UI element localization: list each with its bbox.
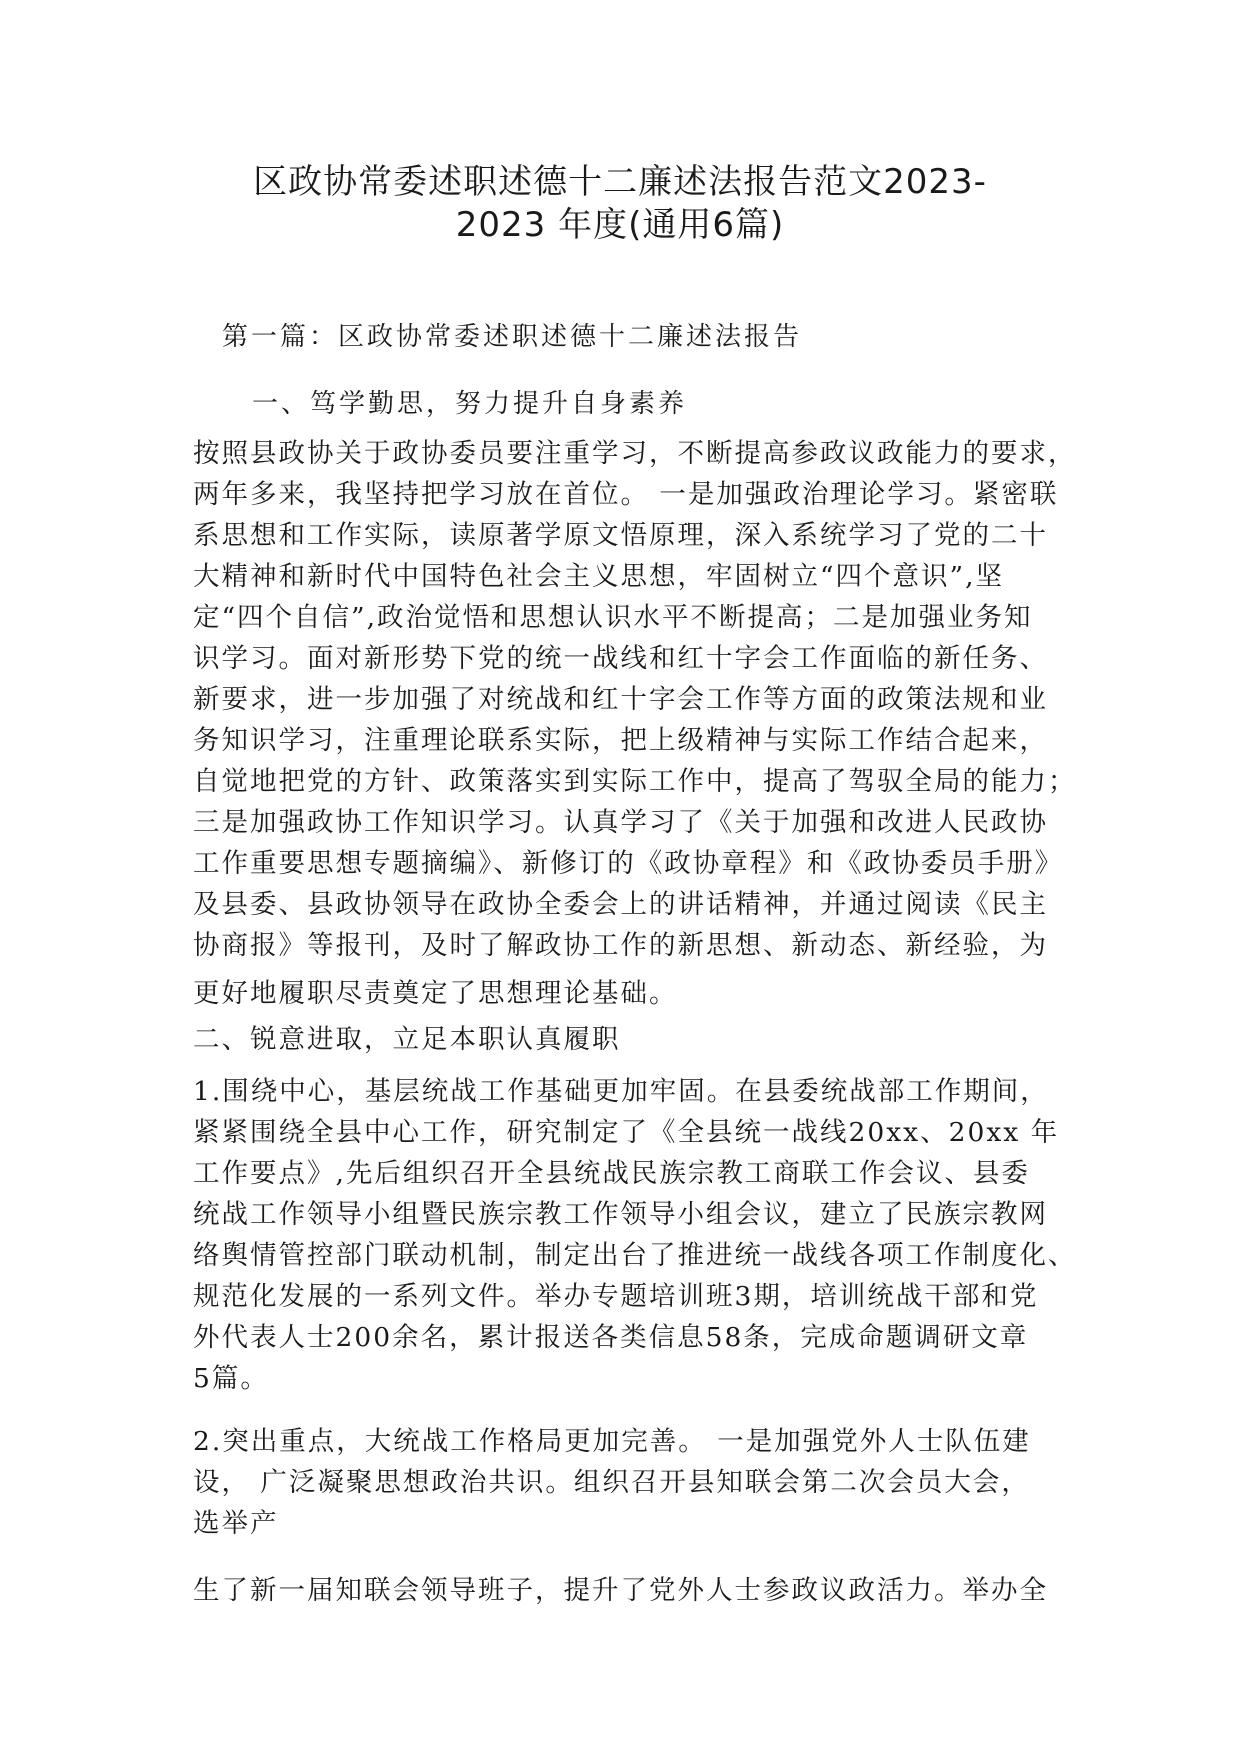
- paragraph-line: 定“四个自信”,政治觉悟和思想认识水平不断提高；二是加强业务知: [193, 602, 1033, 633]
- section-heading-2: 二、锐意进取，立足本职认真履职: [193, 1024, 621, 1055]
- paragraph-line: 紧紧围绕全县中心工作，研究制定了《全县统一战线20xx、20xx 年: [193, 1117, 1060, 1148]
- paragraph-line: 三是加强政协工作知识学习。认真学习了《关于加强和改进人民政协: [193, 807, 1048, 838]
- paragraph-line: 协商报》等报刊，及时了解政协工作的新思想、新动态、新经验，为: [193, 930, 1048, 961]
- paragraph-line: 工作要点》,先后组织召开全县统战民族宗教工商联工作会议、县委: [193, 1158, 1030, 1189]
- paragraph-line: 及县委、县政协领导在政协全委会上的讲话精神，并通过阅读《民主: [193, 889, 1048, 920]
- paragraph-line: 务知识学习，注重理论联系实际，把上级精神与实际工作结合起来，: [193, 725, 1048, 756]
- paragraph-line: 5篇。: [193, 1363, 269, 1394]
- paragraph-line: 更好地履职尽责奠定了思想理论基础。: [193, 978, 678, 1009]
- paragraph-line: 大精神和新时代中国特色社会主义思想，牢固树立“四个意识”,坚: [193, 561, 1005, 592]
- paragraph-line: 系思想和工作实际，读原著学原文悟原理，深入系统学习了党的二十: [193, 520, 1048, 551]
- document-title-line-2: 2023 年度(通用6篇): [455, 205, 785, 245]
- paragraph-line: 按照县政协关于政协委员要注重学习，不断提高参政议政能力的要求，: [193, 438, 1077, 469]
- paragraph-line: 外代表人士200余名，累计报送各类信息58条，完成命题调研文章: [193, 1322, 1029, 1353]
- paragraph-line: 统战工作领导小组暨民族宗教工作领导小组会议，建立了民族宗教网: [193, 1199, 1048, 1230]
- paragraph-line: 2.突出重点，大统战工作格局更加完善。 一是加强党外人士队伍建: [193, 1426, 1031, 1457]
- chapter-heading: 第一篇：区政协常委述职述德十二廉述法报告: [222, 322, 803, 352]
- paragraph-line: 规范化发展的一系列文件。举办专题培训班3期，培训统战干部和党: [193, 1281, 1039, 1312]
- paragraph-line: 1.围绕中心，基层统战工作基础更加牢固。在县委统战部工作期间，: [193, 1076, 1049, 1107]
- paragraph-line: 新要求，进一步加强了对统战和红十字会工作等方面的政策法规和业: [193, 684, 1048, 715]
- paragraph-line: 设， 广泛凝聚思想政治共识。组织召开县知联会第二次会员大会，: [193, 1467, 1030, 1498]
- document-title-line-1: 区政协常委述职述德十二廉述法报告范文2023-: [253, 162, 987, 202]
- paragraph-line: 络舆情管控部门联动机制，制定出台了推进统一战线各项工作制度化、: [193, 1240, 1077, 1271]
- paragraph-line: 识学习。面对新形势下党的统一战线和红十字会工作面临的新任务、: [193, 643, 1048, 674]
- section-heading-1: 一、笃学勤思，努力提升自身素养: [252, 389, 688, 419]
- paragraph-line: 选举产: [193, 1508, 279, 1539]
- paragraph-line: 生了新一届知联会领导班子，提升了党外人士参政议政活力。举办全: [193, 1575, 1048, 1606]
- paragraph-line: 两年多来，我坚持把学习放在首位。 一是加强政治理论学习。紧密联: [193, 479, 1059, 510]
- paragraph-line: 自觉地把党的方针、政策落实到实际工作中，提高了驾驭全局的能力；: [193, 766, 1077, 797]
- paragraph-line: 工作重要思想专题摘编》、新修订的《政协章程》和《政协委员手册》: [193, 848, 1064, 879]
